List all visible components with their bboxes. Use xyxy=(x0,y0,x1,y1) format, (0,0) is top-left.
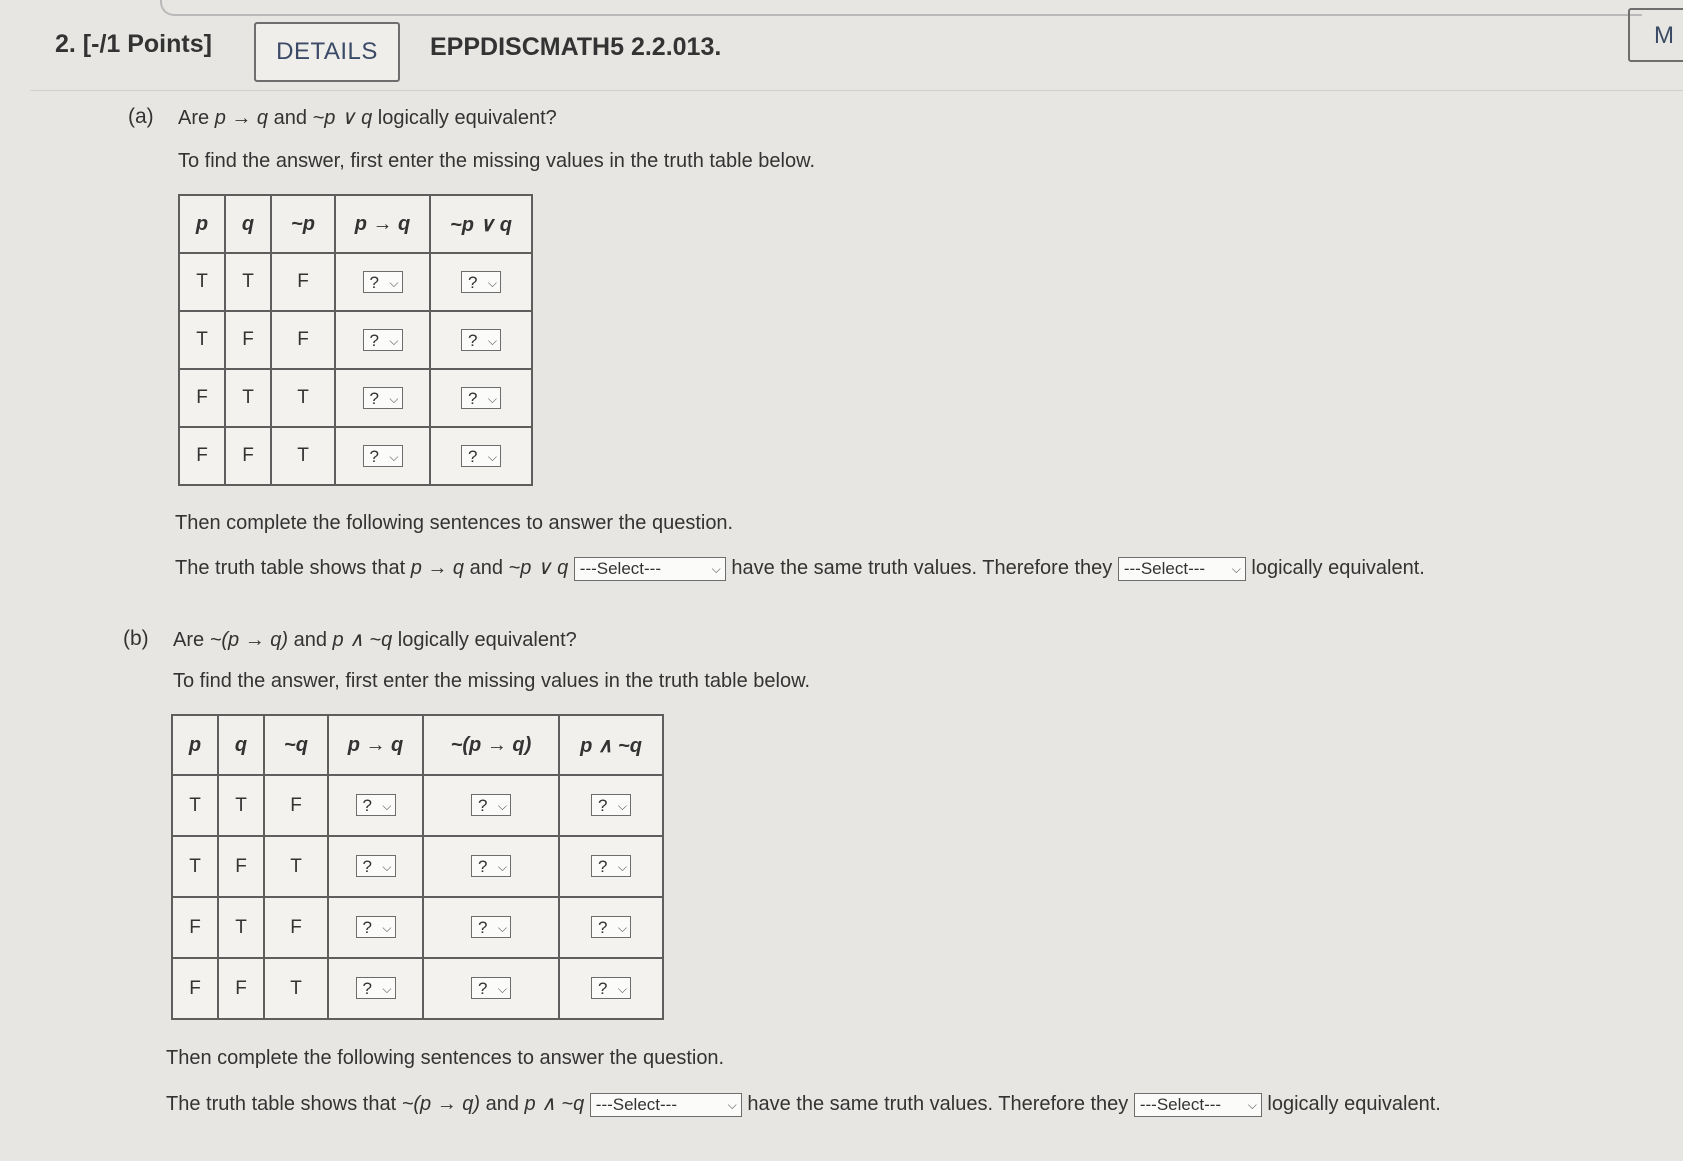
col-header-not-p: ~p xyxy=(271,195,335,253)
part-b-truth-table xyxy=(171,714,664,1020)
chevron-down-icon: ⌵ xyxy=(617,860,627,875)
chevron-down-icon: ⌵ xyxy=(382,921,392,936)
truth-value-select[interactable] xyxy=(363,445,403,467)
same-values-select[interactable] xyxy=(574,557,726,581)
chevron-down-icon: ⌵ xyxy=(487,391,497,406)
question-number: 2. [-/1 Points] xyxy=(55,30,212,58)
part-b-then-text: Then complete the following sentences to answer the question. xyxy=(166,1047,725,1069)
truth-value-select[interactable] xyxy=(356,794,396,816)
details-button[interactable]: DETAILS xyxy=(254,22,400,82)
sentence-end: logically equivalent. xyxy=(1261,1093,1441,1115)
part-b-question-and: and xyxy=(288,629,333,651)
chevron-down-icon: ⌵ xyxy=(711,561,721,576)
select-value: ? xyxy=(369,388,379,408)
select-value: ? xyxy=(598,918,608,938)
chevron-down-icon: ⌵ xyxy=(497,860,507,875)
select-value: ? xyxy=(478,857,488,877)
cell-p-and-not-q xyxy=(559,958,663,1019)
part-a-sentence xyxy=(175,555,1425,581)
col-header-p-implies-q: p → q xyxy=(335,195,430,253)
part-a-question xyxy=(178,105,557,130)
select-value: ---Select--- xyxy=(1139,1094,1222,1114)
part-a-question-expr2: ~p ∨ q xyxy=(312,107,373,129)
chevron-down-icon: ⌵ xyxy=(497,921,507,936)
equivalent-select[interactable] xyxy=(1118,557,1246,581)
cell-p-implies-q xyxy=(335,427,430,485)
select-value: ? xyxy=(468,272,478,292)
truth-value-select[interactable] xyxy=(591,916,631,938)
part-b-question-expr2: p ∧ ~q xyxy=(332,629,393,651)
truth-value-select[interactable] xyxy=(461,271,501,293)
table-row xyxy=(172,897,663,958)
truth-value-select[interactable] xyxy=(356,916,396,938)
col-header-p: p xyxy=(172,715,218,775)
cell-not-p: F xyxy=(271,311,335,369)
col-header-p: p xyxy=(179,195,225,253)
chevron-down-icon: ⌵ xyxy=(487,333,497,348)
cell-not-p-or-q xyxy=(430,427,532,485)
question-id: EPPDISCMATH5 2.2.013. xyxy=(430,33,722,61)
part-a-question-expr1: p → q xyxy=(214,107,269,129)
select-value: ? xyxy=(478,979,488,999)
cell-p-implies-q xyxy=(328,775,423,836)
truth-value-select[interactable] xyxy=(363,387,403,409)
truth-value-select[interactable] xyxy=(461,329,501,351)
cell-p: T xyxy=(172,775,218,836)
cell-p-and-not-q xyxy=(559,897,663,958)
table-row xyxy=(172,836,663,897)
table-row xyxy=(179,369,532,427)
cell-p: T xyxy=(179,311,225,369)
truth-value-select[interactable] xyxy=(461,387,501,409)
chevron-down-icon: ⌵ xyxy=(382,799,392,814)
truth-value-select[interactable] xyxy=(471,977,511,999)
sentence-end: logically equivalent. xyxy=(1245,557,1425,579)
select-value: ---Select--- xyxy=(1123,558,1206,578)
cell-p: F xyxy=(172,897,218,958)
chevron-down-icon: ⌵ xyxy=(389,333,399,348)
chevron-down-icon: ⌵ xyxy=(389,391,399,406)
truth-value-select[interactable] xyxy=(356,855,396,877)
select-value: ? xyxy=(362,979,372,999)
cell-p: F xyxy=(172,958,218,1019)
col-header-p-and-not-q: p ∧ ~q xyxy=(559,715,663,775)
cell-not-q: F xyxy=(264,775,328,836)
select-value: ? xyxy=(362,796,372,816)
part-a-label: (a) xyxy=(128,105,154,128)
col-header-not-p-implies-q: ~(p → q) xyxy=(423,715,559,775)
cell-not-q: F xyxy=(264,897,328,958)
select-value: ? xyxy=(468,388,478,408)
sentence-and: and xyxy=(480,1093,525,1115)
chevron-down-icon: ⌵ xyxy=(389,275,399,290)
cell-not-p-or-q xyxy=(430,311,532,369)
col-header-p-implies-q: p → q xyxy=(328,715,423,775)
cell-p: F xyxy=(179,427,225,485)
my-notes-button[interactable]: M xyxy=(1628,8,1683,62)
chevron-down-icon: ⌵ xyxy=(617,799,627,814)
select-value: ---Select--- xyxy=(595,1094,677,1114)
select-value: ? xyxy=(369,272,379,292)
col-header-q: q xyxy=(225,195,271,253)
truth-value-select[interactable] xyxy=(591,794,631,816)
table-header-row xyxy=(172,715,663,775)
equivalent-select[interactable] xyxy=(1134,1093,1262,1117)
select-value: ? xyxy=(468,330,478,350)
chevron-down-icon: ⌵ xyxy=(487,275,497,290)
cell-p-implies-q xyxy=(335,369,430,427)
select-value: ? xyxy=(598,857,608,877)
cell-not-p-implies-q xyxy=(423,897,559,958)
chevron-down-icon: ⌵ xyxy=(382,860,392,875)
sentence-expr1: p → q xyxy=(410,557,465,579)
cell-p-implies-q xyxy=(335,311,430,369)
select-value: ? xyxy=(362,918,372,938)
truth-value-select[interactable] xyxy=(471,794,511,816)
truth-value-select[interactable] xyxy=(363,271,403,293)
part-a-then-text: Then complete the following sentences to answer the question. xyxy=(175,512,734,534)
cell-p-and-not-q xyxy=(559,836,663,897)
part-a-question-suffix: logically equivalent? xyxy=(372,107,557,129)
chevron-down-icon: ⌵ xyxy=(1247,1097,1257,1112)
chevron-down-icon: ⌵ xyxy=(617,921,627,936)
sentence-start: The truth table shows that xyxy=(166,1093,402,1115)
part-a-question-prefix: Are xyxy=(178,107,215,129)
chevron-down-icon: ⌵ xyxy=(1231,561,1241,576)
truth-value-select[interactable] xyxy=(471,855,511,877)
cell-not-p-or-q xyxy=(430,369,532,427)
cell-q: T xyxy=(225,253,271,311)
truth-value-select[interactable] xyxy=(363,329,403,351)
part-a-truth-table xyxy=(178,194,533,486)
cell-not-p: T xyxy=(271,427,335,485)
chevron-down-icon: ⌵ xyxy=(497,982,507,997)
table-row xyxy=(179,253,532,311)
header-divider xyxy=(30,90,1683,91)
cell-q: T xyxy=(218,897,264,958)
cell-p-implies-q xyxy=(328,897,423,958)
sentence-expr2: p ∧ ~q xyxy=(524,1093,585,1115)
part-a-question-and: and xyxy=(268,107,313,129)
same-values-select[interactable] xyxy=(590,1093,742,1117)
table-row xyxy=(179,427,532,485)
cell-p-and-not-q xyxy=(559,775,663,836)
truth-value-select[interactable] xyxy=(591,977,631,999)
chevron-down-icon: ⌵ xyxy=(382,982,392,997)
truth-value-select[interactable] xyxy=(356,977,396,999)
table-row xyxy=(172,958,663,1019)
col-header-not-q: ~q xyxy=(264,715,328,775)
table-header-row xyxy=(179,195,532,253)
part-b-question-suffix: logically equivalent? xyxy=(392,629,577,651)
cell-p-implies-q xyxy=(328,958,423,1019)
cell-not-p-or-q xyxy=(430,253,532,311)
part-b-question xyxy=(173,627,577,652)
chevron-down-icon: ⌵ xyxy=(389,449,399,464)
cell-q: F xyxy=(225,427,271,485)
truth-value-select[interactable] xyxy=(461,445,501,467)
part-b-label: (b) xyxy=(123,627,149,650)
cell-not-q: T xyxy=(264,958,328,1019)
cell-p: T xyxy=(172,836,218,897)
cell-not-p-implies-q xyxy=(423,958,559,1019)
select-value: ? xyxy=(369,446,379,466)
select-value: ? xyxy=(598,796,608,816)
chevron-down-icon: ⌵ xyxy=(617,982,627,997)
part-b-sentence xyxy=(166,1091,1441,1117)
page-top-border xyxy=(160,0,1642,16)
cell-q: F xyxy=(218,958,264,1019)
cell-q: T xyxy=(225,369,271,427)
sentence-expr2: ~p ∨ q xyxy=(508,557,569,579)
chevron-down-icon: ⌵ xyxy=(497,799,507,814)
cell-q: F xyxy=(225,311,271,369)
table-row xyxy=(179,311,532,369)
cell-p: F xyxy=(179,369,225,427)
cell-p-implies-q xyxy=(335,253,430,311)
sentence-mid: have the same truth values. Therefore they xyxy=(741,1093,1134,1115)
cell-not-p: F xyxy=(271,253,335,311)
select-value: ? xyxy=(598,979,608,999)
cell-not-p: T xyxy=(271,369,335,427)
select-value: ? xyxy=(468,446,478,466)
cell-p: T xyxy=(179,253,225,311)
part-b-instruction: To find the answer, first enter the missing values in the truth table below. xyxy=(173,670,811,692)
select-value: ? xyxy=(478,918,488,938)
part-b-question-prefix: Are xyxy=(173,629,210,651)
select-value: ? xyxy=(362,857,372,877)
cell-not-p-implies-q xyxy=(423,836,559,897)
cell-q: T xyxy=(218,775,264,836)
col-header-q: q xyxy=(218,715,264,775)
table-row xyxy=(172,775,663,836)
sentence-and: and xyxy=(464,557,509,579)
sentence-start: The truth table shows that xyxy=(175,557,411,579)
select-value: ? xyxy=(369,330,379,350)
select-value: ? xyxy=(478,796,488,816)
chevron-down-icon: ⌵ xyxy=(487,449,497,464)
truth-value-select[interactable] xyxy=(591,855,631,877)
chevron-down-icon: ⌵ xyxy=(727,1097,737,1112)
truth-value-select[interactable] xyxy=(471,916,511,938)
cell-p-implies-q xyxy=(328,836,423,897)
cell-not-p-implies-q xyxy=(423,775,559,836)
cell-not-q: T xyxy=(264,836,328,897)
sentence-mid: have the same truth values. Therefore they xyxy=(725,557,1118,579)
select-value: ---Select--- xyxy=(579,558,661,578)
part-a-instruction: To find the answer, first enter the missing values in the truth table below. xyxy=(178,150,816,172)
part-b-question-expr1: ~(p → q) xyxy=(209,629,289,651)
col-header-not-p-or-q: ~p ∨ q xyxy=(430,195,532,253)
sentence-expr1: ~(p → q) xyxy=(401,1093,481,1115)
cell-q: F xyxy=(218,836,264,897)
